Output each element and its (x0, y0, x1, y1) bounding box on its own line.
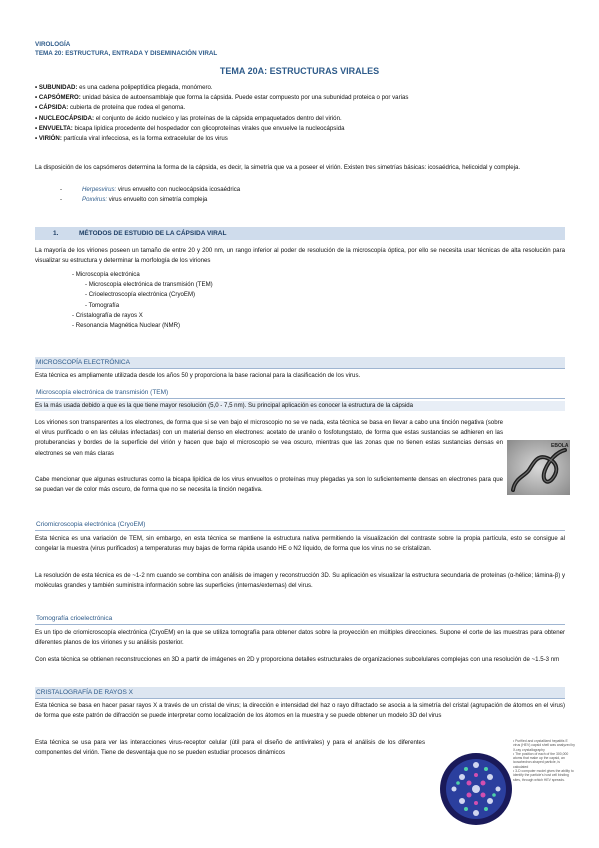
header-subject: VIROLOGÍA (35, 41, 71, 48)
hev-figure-notes (513, 739, 575, 782)
page-title: TEMA 20A: ESTRUCTURAS VIRALES (219, 66, 380, 76)
figure-note: • Purified and crystallized hepatitis E virus (HEV) capsid shell was analyzed by X-ray crystallography (513, 739, 575, 752)
cryo-paragraph-2: La resolución de esta técnica es de ~1-2 nm cuando se combina con análisis de imagen y reconstrucción 3D. Su aplicación es visualizar la estructura secundaria de proteínas (α-hélice; lámina-β) y moléculas grandes y también suministra información sobre las superficies (internas/externas) del virus. (35, 572, 565, 590)
tomo-paragraph-2: Con esta técnica se obtienen reconstrucciones en 3D a partir de imágenes en 2D y proporciona detalles estructurales de organizaciones subcelulares complejas con una resolución de ~1.5-3 nm (35, 656, 560, 663)
xray-paragraph-2: Esta técnica se usa para ver las interacciones virus-receptor celular (útil para el diseño de antivirales) y para el análisis de los diferentes componentes del virión. Tiene de desventaja que no se pueden estudiar procesos dinámicos (35, 739, 425, 757)
cryo-paragraph-1: Esta técnica es una variación de TEM, sin embargo, en esta técnica se mantiene la estructura nativa permitiendo la visualización del contraste sobre la propia partícula, esto se consigue al congelar la muestra (virus purificados) a temperaturas muy bajas de forma rápida usando HE o N2 líquido, de forma que los virus no se cristalizan. (35, 535, 565, 553)
definition-item: • VIRIÓN: partícula viral infecciosa, es la forma extracelular de los virus (35, 135, 228, 143)
tomo-paragraph-1: Es un tipo de criomicroscopía electrónica (CryoEM) en la que se utiliza tomografía para obtener datos sobre la proyección en múltiples direcciones. Supone el corte de las muestras para obtener diferentes planos de los viriones y su análisis posterior. (35, 629, 565, 647)
ebola-micrograph (507, 440, 570, 495)
me-paragraph: Esta técnica es ampliamente utilizada desde los años 50 y proporciona la base racional para la clasificación de los virus. (35, 372, 361, 379)
ebola-label: EBOLA (551, 443, 569, 449)
figure-note: • The position of each of the 300,000 atoms that make up the capsid, an icosahedron-shaped particle, is calculated (513, 751, 569, 769)
xray-paragraph-1: Esta técnica se basa en hacer pasar rayos X a través de un cristal de virus; la dirección e intensidad del haz o rayo difractado se asocia a la simetría del cristal (agrupación de átomos en el virus) de forma que este patrón de difracción se puede interpretar como localización de los átomos en la muestra y se puede obtener un modelo 3D del virus (35, 702, 565, 720)
methods-list (72, 270, 213, 331)
definition-item: • CAPSÓMERO: unidad básica de autoensamblaje que forma la cápsida. Puede estar compuesto por una subunidad proteica o por varias (35, 94, 409, 102)
definition-item: • CÁPSIDA: cubierta de proteína que rodea el genoma. (35, 104, 186, 112)
figure-note: • 3-D computer model gives the ability to identify the particle's host cell binding sites, through which HEV spreads. (513, 769, 574, 782)
heading-tomografia: Tomografía crioelectrónica (35, 613, 565, 625)
list-item: - Tomografía (85, 301, 120, 309)
header-topic: TEMA 20: ESTRUCTURA, ENTRADA Y DISEMINACIÓN VIRAL (35, 50, 218, 57)
heading-tem: Microscopía electrónica de transmisión (TEM) (35, 387, 565, 399)
list-item: - Resonancia Magnética Nuclear (NMR) (72, 322, 181, 330)
definition-item: • SUBUNIDAD: es una cadena polipeptídica plegada, monómero. (35, 84, 213, 91)
symmetry-paragraph: La disposición de los capsómeros determina la forma de la cápsida, es decir, la simetría que va a poseer el virión. Existen tres simetrías básicas: icosaédrica, helicoidal y compleja. (35, 164, 521, 171)
list-item: - Cristalografía de rayos X (72, 311, 143, 319)
tem-paragraph-2: Los viriones son transparentes a los electrones, de forma que si se ven bajo el microscopio no se ve nada, esta técnica se basa en llevar a cabo una tinción negativa (sobre el virus purificado o en las células infectadas) con un material denso en electrones: acetato de uranilo o fosfotungstato, de forma que estas sustancias se adhieren en las protuberancias y bordes de la superficie del virión y hacen que bajo el microscopio se vea oscuro, mientras que las zonas que no tienen estas sustancias densas en electrones se ven más claras (35, 419, 503, 457)
heading-microscopia-electronica: MICROSCOPÍA ELECTRÓNICA (35, 357, 565, 369)
tem-paragraph-3: Cabe mencionar que algunas estructuras como la bicapa lipídica de los virus envueltos o proteínas muy plegadas ya son lo suficientemente densas en electrones para que se puedan ver de color más oscuro, de forma que no se necesita la tinción negativa. (35, 476, 503, 494)
definitions-list (35, 83, 565, 144)
example-herpesvirus: - Herpesvirus: virus envuelto con nucleocápsida icosaédrica (60, 186, 241, 193)
heading-cryoem: Criomicroscopia electrónica (CryoEM) (35, 519, 565, 531)
list-item: - Crioelectroscopía electrónica (CryoEM) (85, 291, 196, 299)
definition-item: • NUCLEOCÁPSIDA: el conjunto de ácido nucleico y las proteínas de la cápsida empaquetados dentro del virión. (35, 114, 342, 122)
list-item: - Microscopía electrónica de transmisión (TEM) (85, 281, 213, 289)
tem-paragraph-1: Es la más usada debido a que es la que tiene mayor resolución (5,0 - 7,5 nm). Su principal aplicación es conocer la estructura de la cápsida (35, 401, 565, 411)
methods-paragraph: La mayoría de los viriones poseen un tamaño de entre 20 y 200 nm, un rango inferior al poder de resolución de la microscopía óptica, por ello se necesita usar técnicas de alta resolución para visualizar su estructura y determinar la morfología de los viriones (35, 247, 565, 265)
list-item: - Microscopía electrónica (72, 271, 140, 278)
section-heading-methods: 1. MÉTODOS DE ESTUDIO DE LA CÁPSIDA VIRAL (35, 227, 565, 240)
heading-cristalografia: CRISTALOGRAFÍA DE RAYOS X (35, 687, 565, 699)
definition-item: • ENVUELTA: bicapa lipídica procedente del hospedador con glicoproteínas virales que envuelve la nucleocápsida (35, 124, 345, 132)
example-poxvirus: - Poxvirus: virus envuelto con simetría compleja (60, 196, 208, 203)
